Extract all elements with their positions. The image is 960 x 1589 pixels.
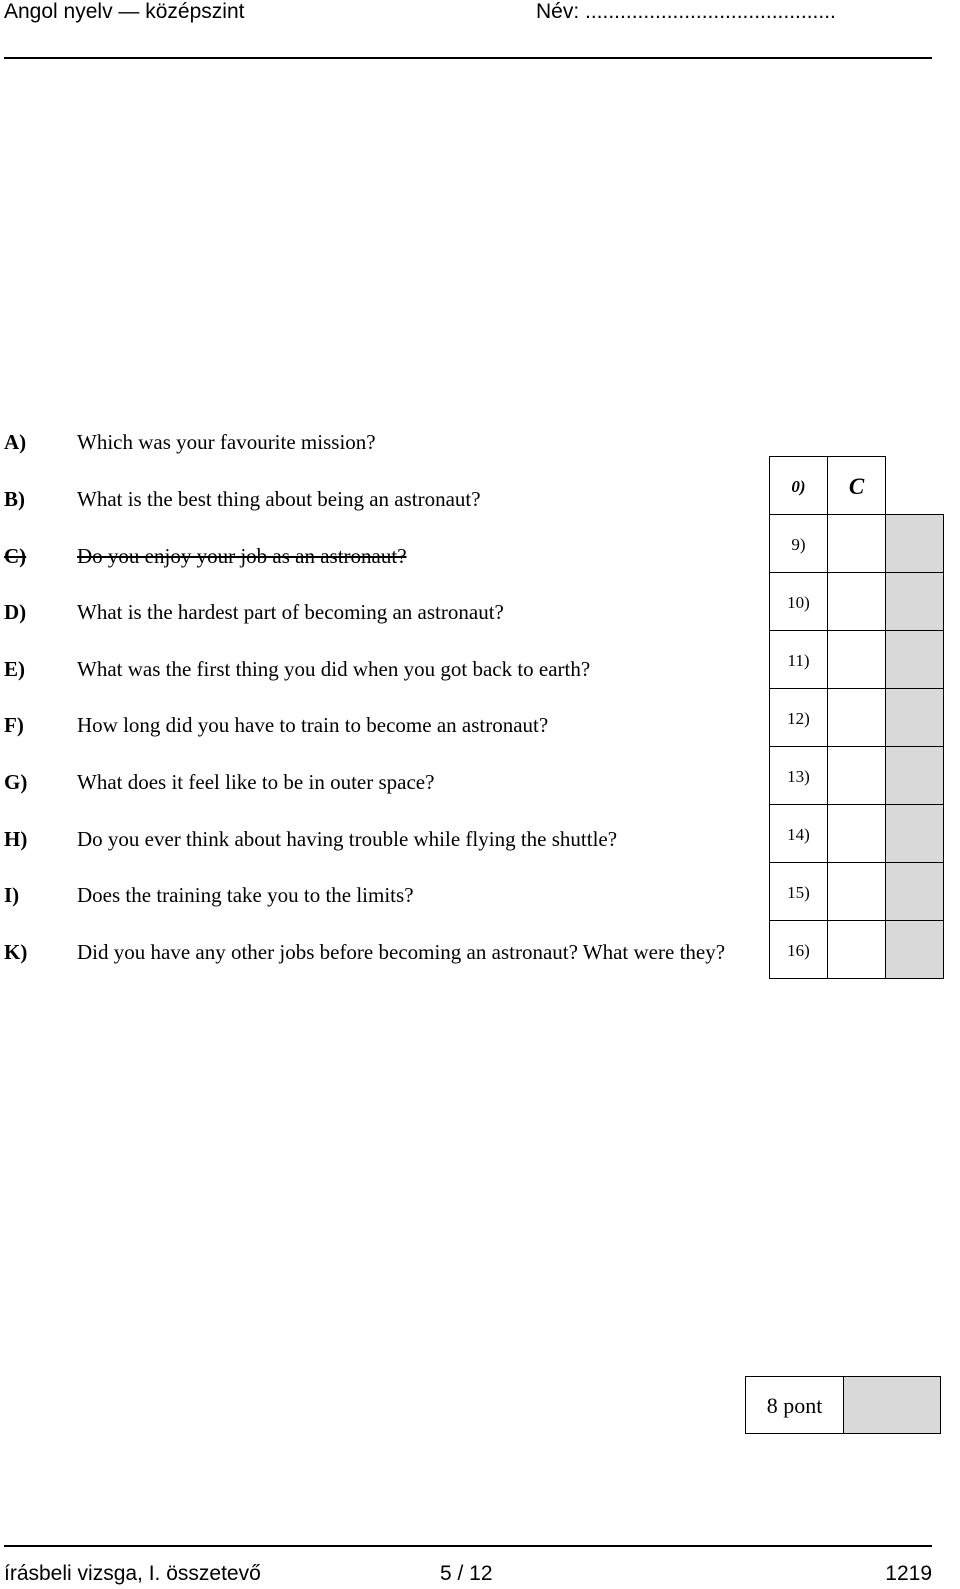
question-number-cell: 11): [769, 630, 828, 689]
option-letter: B): [4, 487, 25, 511]
score-cell: [885, 572, 944, 631]
example-answer-cell: C: [827, 456, 886, 515]
option-letter: C): [4, 544, 27, 568]
page-number: 5 / 12: [440, 1562, 493, 1585]
question-number-cell: 16): [769, 920, 828, 979]
option-text: What is the hardest part of becoming an astronaut?: [77, 600, 504, 624]
exam-code: 1219: [885, 1562, 932, 1585]
option-text: Which was your favourite mission?: [77, 430, 376, 454]
score-cell: [885, 920, 944, 979]
option-letter: A): [4, 430, 27, 454]
option-text: What does it feel like to be in outer space?: [77, 770, 435, 794]
example-number-cell: 0): [769, 456, 828, 515]
option-text: Do you enjoy your job as an astronaut?: [77, 544, 407, 568]
option-text: Does the training take you to the limits?: [77, 883, 414, 907]
score-cell: [885, 804, 944, 863]
answer-cell[interactable]: [827, 688, 886, 747]
score-cell: [885, 514, 944, 573]
question-number-cell: 10): [769, 572, 828, 631]
option-letter: D): [4, 600, 27, 624]
page-footer: [4, 1562, 932, 1588]
option-text: What was the first thing you did when you got back to earth?: [77, 657, 591, 681]
option-text: What is the best thing about being an astronaut?: [77, 487, 481, 511]
option-letter: G): [4, 770, 28, 794]
option-letter: K): [4, 940, 28, 964]
answer-cell[interactable]: [827, 920, 886, 979]
option-text: How long did you have to train to become an astronaut?: [77, 713, 549, 737]
footer-rule: [4, 1545, 932, 1547]
answer-cell[interactable]: [827, 746, 886, 805]
score-cell: [885, 746, 944, 805]
points-score-cell: [843, 1376, 941, 1434]
question-number-cell: 14): [769, 804, 828, 863]
question-number-cell: 12): [769, 688, 828, 747]
exam-part-label: írásbeli vizsga, I. összetevő: [4, 1562, 261, 1585]
page-header: [4, 0, 932, 26]
score-cell: [885, 862, 944, 921]
exam-subject: Angol nyelv — középszint: [4, 0, 245, 23]
option-text: Did you have any other jobs before becoming an astronaut? What were they?: [77, 940, 726, 964]
option-text: Do you ever think about having trouble while flying the shuttle?: [77, 827, 618, 851]
question-number-cell: 9): [769, 514, 828, 573]
answer-cell[interactable]: [827, 804, 886, 863]
answer-cell[interactable]: [827, 572, 886, 631]
points-label: 8 pont: [745, 1376, 844, 1434]
option-letter: F): [4, 713, 24, 737]
score-cell: [885, 630, 944, 689]
name-field-label: Név: ...........................................: [536, 0, 836, 23]
score-cell: [885, 688, 944, 747]
option-letter: E): [4, 657, 25, 681]
question-number-cell: 13): [769, 746, 828, 805]
option-letter: I): [4, 883, 20, 907]
option-letter: H): [4, 827, 28, 851]
answer-cell[interactable]: [827, 514, 886, 573]
question-number-cell: 15): [769, 862, 828, 921]
answer-cell[interactable]: [827, 862, 886, 921]
header-rule: [4, 57, 932, 59]
answer-cell[interactable]: [827, 630, 886, 689]
